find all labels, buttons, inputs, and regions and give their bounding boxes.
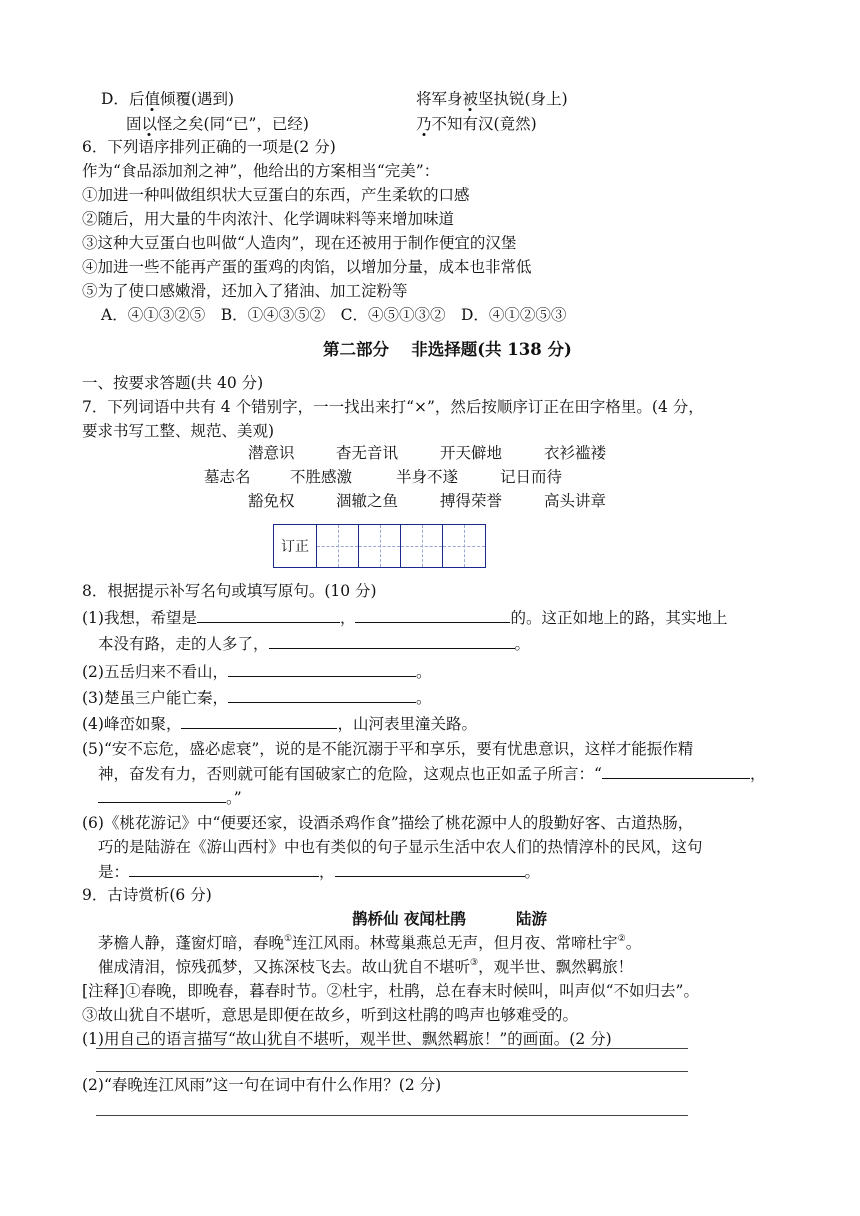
q8-sentence-5a: (5)“安不忘危，盛必虑衰”，说的是不能沉溺于平和享乐，要有忧患意识，这样才能振作精 [82, 740, 694, 758]
q6-item-2: ②随后，用大量的牛肉浓汁、化学调味料等来增加味道 [82, 210, 455, 228]
answer-line-3[interactable] [96, 1115, 688, 1116]
blank-2[interactable] [355, 606, 510, 623]
q8-stem: 8．根据提示补写名句或填写原句。(10 分) [82, 582, 377, 600]
q7-word-2: 杳无音讯 [336, 444, 399, 462]
q7-word-6: 不胜感激 [290, 468, 353, 486]
q6-stem: 6．下列语序排列正确的一项是(2 分) [82, 138, 336, 156]
blank-1[interactable] [197, 606, 340, 623]
q7-word-9: 豁免权 [248, 492, 295, 510]
blank-10[interactable] [335, 860, 525, 877]
q8-sentence-6c: 是： ， 。 [98, 860, 540, 883]
q5-option-d-line2-right: 乃不知有汉(竟然) [416, 115, 537, 133]
blank-7[interactable] [602, 762, 750, 779]
q5-option-d-line1-right: 将军身被坚执锐(身上) [416, 90, 568, 108]
blank-3[interactable] [269, 632, 515, 649]
blank-4[interactable] [228, 660, 416, 677]
q7-word-10: 涸辙之鱼 [336, 492, 399, 510]
q5-option-d-line1: D．后值倾覆(遇到) [101, 90, 235, 108]
poem-line-2: 催成清泪，惊残孤梦，又拣深枝飞去。故山犹自不堪听③，观半世、飘然羁旅！ [98, 958, 634, 976]
correction-grid [273, 524, 486, 568]
q8-sentence-6b: 巧的是陆游在《游山西村》中也有类似的句子显示生活中农人们的热情淳朴的民风，这句 [98, 838, 703, 856]
q9-sub-2: (2)“春晚连江风雨”这一句在词中有什么作用？(2 分) [82, 1076, 442, 1094]
q7-word-8: 记日而待 [500, 468, 563, 486]
q8-sentence-1-cont: 本没有路，走的人多了， 。 [98, 632, 530, 655]
q8-sentence-2: (2)五岳归来不看山， 。 [82, 660, 431, 683]
blank-6[interactable] [181, 712, 337, 729]
blank-8[interactable] [98, 786, 226, 803]
part2-title: 第二部分 非选择题(共 138 分) [323, 340, 572, 359]
poem-note-2: ③故山犹自不堪听，意思是即便在故乡，听到这杜鹃的鸣声也够难受的。 [82, 1006, 579, 1024]
q6-item-1: ①加进一种叫做组织状大豆蛋白的东西，产生柔软的口感 [82, 186, 470, 204]
poem-author: 陆游 [516, 909, 548, 928]
q6-intro: 作为“食品添加剂之神”，他给出的方案相当“完美”： [82, 162, 440, 180]
grid-cell-3[interactable] [401, 525, 443, 567]
q5-option-d-line2: 固以怪之矣(同“已”，已经) [126, 115, 309, 133]
q7-word-1: 潜意识 [248, 444, 295, 462]
q7-word-7: 半身不遂 [396, 468, 459, 486]
poem-note-1: [注释]①春晚，即晚春，暮春时节。②杜宇，杜鹃，总在春末时候叫，叫声似“不如归去”。 [82, 982, 699, 1000]
q8-sentence-6a: (6)《桃花游记》中“便要还家，设酒杀鸡作食”描绘了桃花源中人的殷勤好客、古道热肠， [82, 814, 694, 832]
q8-sentence-5b: 神，奋发有力，否则就可能有国破家亡的危险，这观点也正如孟子所言：“ ， [98, 762, 765, 785]
q8-sentence-4: (4)峰峦如聚， ，山河表里潼关路。 [82, 712, 477, 735]
poem-line-1: 茅檐人静，蓬窗灯暗，春晚①连江风雨。林莺巢燕总无声，但月夜、常啼杜宇②。 [98, 934, 642, 952]
q8-sentence-1: (1)我想，希望是 ， 的。这正如地上的路，其实地上 [82, 606, 728, 629]
grid-cell-2[interactable] [359, 525, 401, 567]
q7-word-3: 开天僻地 [440, 444, 503, 462]
q8-sentence-5c: 。” [98, 786, 242, 809]
q7-stem-1: 7．下列词语中共有 4 个错别字，一一找出来打“×”，然后按顺序订正在田字格里。(4 分， [82, 398, 704, 416]
q6-options: A．④①③②⑤ B．①④③⑤② C．④⑤①③② D．④①②⑤③ [101, 306, 567, 324]
q6-item-3: ③这种大豆蛋白也叫做“人造肉”，现在还被用于制作便宜的汉堡 [82, 234, 517, 252]
q8-sentence-3: (3)楚虽三户能亡秦， 。 [82, 686, 431, 709]
grid-cell-4[interactable] [443, 525, 485, 567]
blank-9[interactable] [129, 860, 319, 877]
q7-word-4: 衣衫褴褛 [544, 444, 607, 462]
section1-title: 一、按要求答题(共 40 分) [82, 374, 264, 392]
q6-item-5: ⑤为了使口感嫩滑，还加入了猪油、加工淀粉等 [82, 282, 408, 300]
grid-cell-1[interactable] [317, 525, 359, 567]
q7-word-11: 搏得荣誉 [440, 492, 503, 510]
answer-line-2[interactable] [96, 1071, 688, 1072]
q7-stem-2: 要求书写工整、规范、美观) [82, 422, 275, 440]
q6-item-4: ④加进一些不能再产蛋的蛋鸡的肉馅，以增加分量，成本也非常低 [82, 258, 532, 276]
q7-word-12: 高头讲章 [544, 492, 607, 510]
q9-sub-1: (1)用自己的语言描写“故山犹自不堪听，观半世、飘然羁旅！”的画面。(2 分) [82, 1030, 612, 1048]
answer-line-1[interactable] [96, 1048, 688, 1049]
grid-label: 订正 [274, 525, 317, 567]
poem-title: 鹊桥仙 夜闻杜鹃 [352, 909, 466, 928]
q7-word-5: 墓志名 [204, 468, 251, 486]
q9-stem: 9．古诗赏析(6 分) [82, 886, 212, 904]
blank-5[interactable] [228, 686, 416, 703]
